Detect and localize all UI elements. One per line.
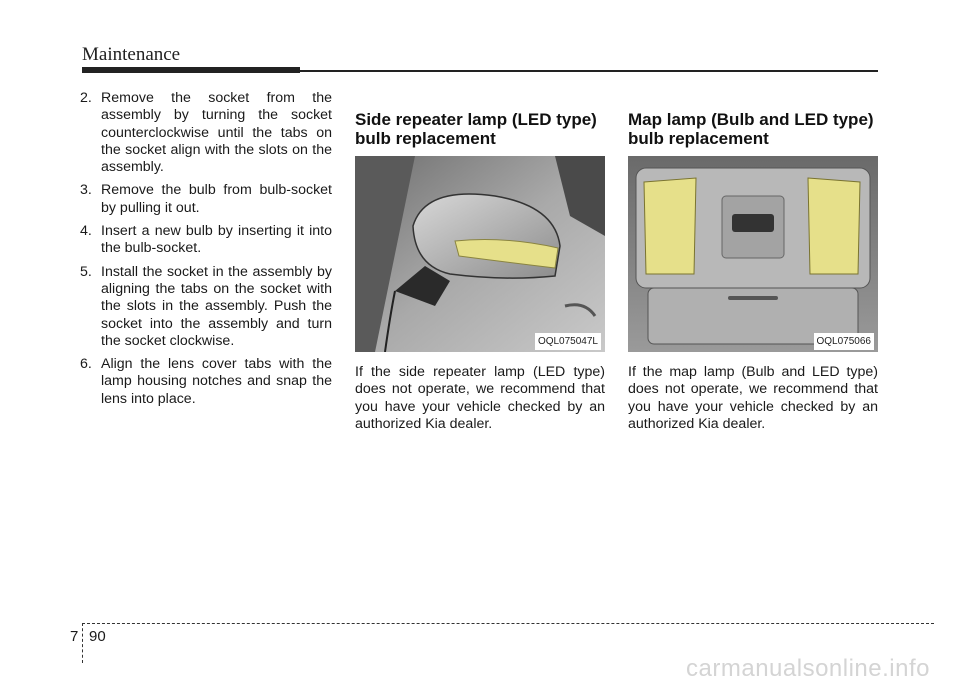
- side-repeater-column: [355, 90, 605, 433]
- step-text: Insert a new bulb by inserting it into the bulb-socket.: [101, 223, 332, 257]
- step-item: [80, 90, 332, 176]
- step-number: 3.: [80, 182, 92, 199]
- steps-column: [80, 90, 332, 414]
- footer-rule: [82, 623, 934, 624]
- map-lamp-column: [628, 90, 878, 433]
- step-number: 5.: [80, 263, 92, 280]
- map-lamp-body: If the map lamp (Bulb and LED type) does not operate, we recommend that you have your vehicle checked by an authorized Kia dealer.: [628, 364, 878, 432]
- step-item: [80, 356, 332, 408]
- figure-code: OQL075066: [814, 333, 875, 350]
- section-header-title: Maintenance: [82, 44, 181, 65]
- watermark: carmanualsonline.info: [686, 655, 930, 682]
- page-number: 90: [89, 628, 106, 645]
- step-item: [80, 264, 332, 350]
- header-rule: [82, 70, 878, 72]
- map-lamp-figure: [628, 156, 878, 352]
- side-repeater-body: If the side repeater lamp (LED type) does not operate, we recommend that you have your vehicle checked by an authorized Kia dealer.: [355, 364, 605, 432]
- step-number: 2.: [80, 90, 92, 106]
- step-text: Align the lens cover tabs with the lamp housing notches and snap the lens into place.: [101, 356, 332, 407]
- step-number: 4.: [80, 223, 92, 240]
- side-repeater-title: Side repeater lamp (LED type) bulb replacement: [355, 110, 597, 148]
- step-number: 6.: [80, 356, 92, 373]
- map-lamp-illustration: [628, 156, 878, 352]
- side-mirror-illustration: [355, 156, 605, 352]
- footer-divider: [82, 623, 83, 663]
- step-item: [80, 182, 332, 217]
- step-item: [80, 223, 332, 258]
- side-mirror-figure: [355, 156, 605, 352]
- step-text: Remove the bulb from bulb-socket by pulling it out.: [101, 182, 332, 216]
- chapter-number: 7: [70, 628, 79, 645]
- step-text: Remove the socket from the assembly by turning the socket counterclockwise until the tabs on the socket align with the slots on the assembly.: [101, 90, 332, 176]
- steps-list: [80, 90, 332, 408]
- step-text: Install the socket in the assembly by aligning the tabs on the socket with the slots in the assembly. Push the socket into the assembly and turn the socket clockwise.: [101, 263, 332, 349]
- figure-code: OQL075047L: [535, 333, 601, 350]
- map-lamp-title: Map lamp (Bulb and LED type) bulb replacement: [628, 110, 874, 148]
